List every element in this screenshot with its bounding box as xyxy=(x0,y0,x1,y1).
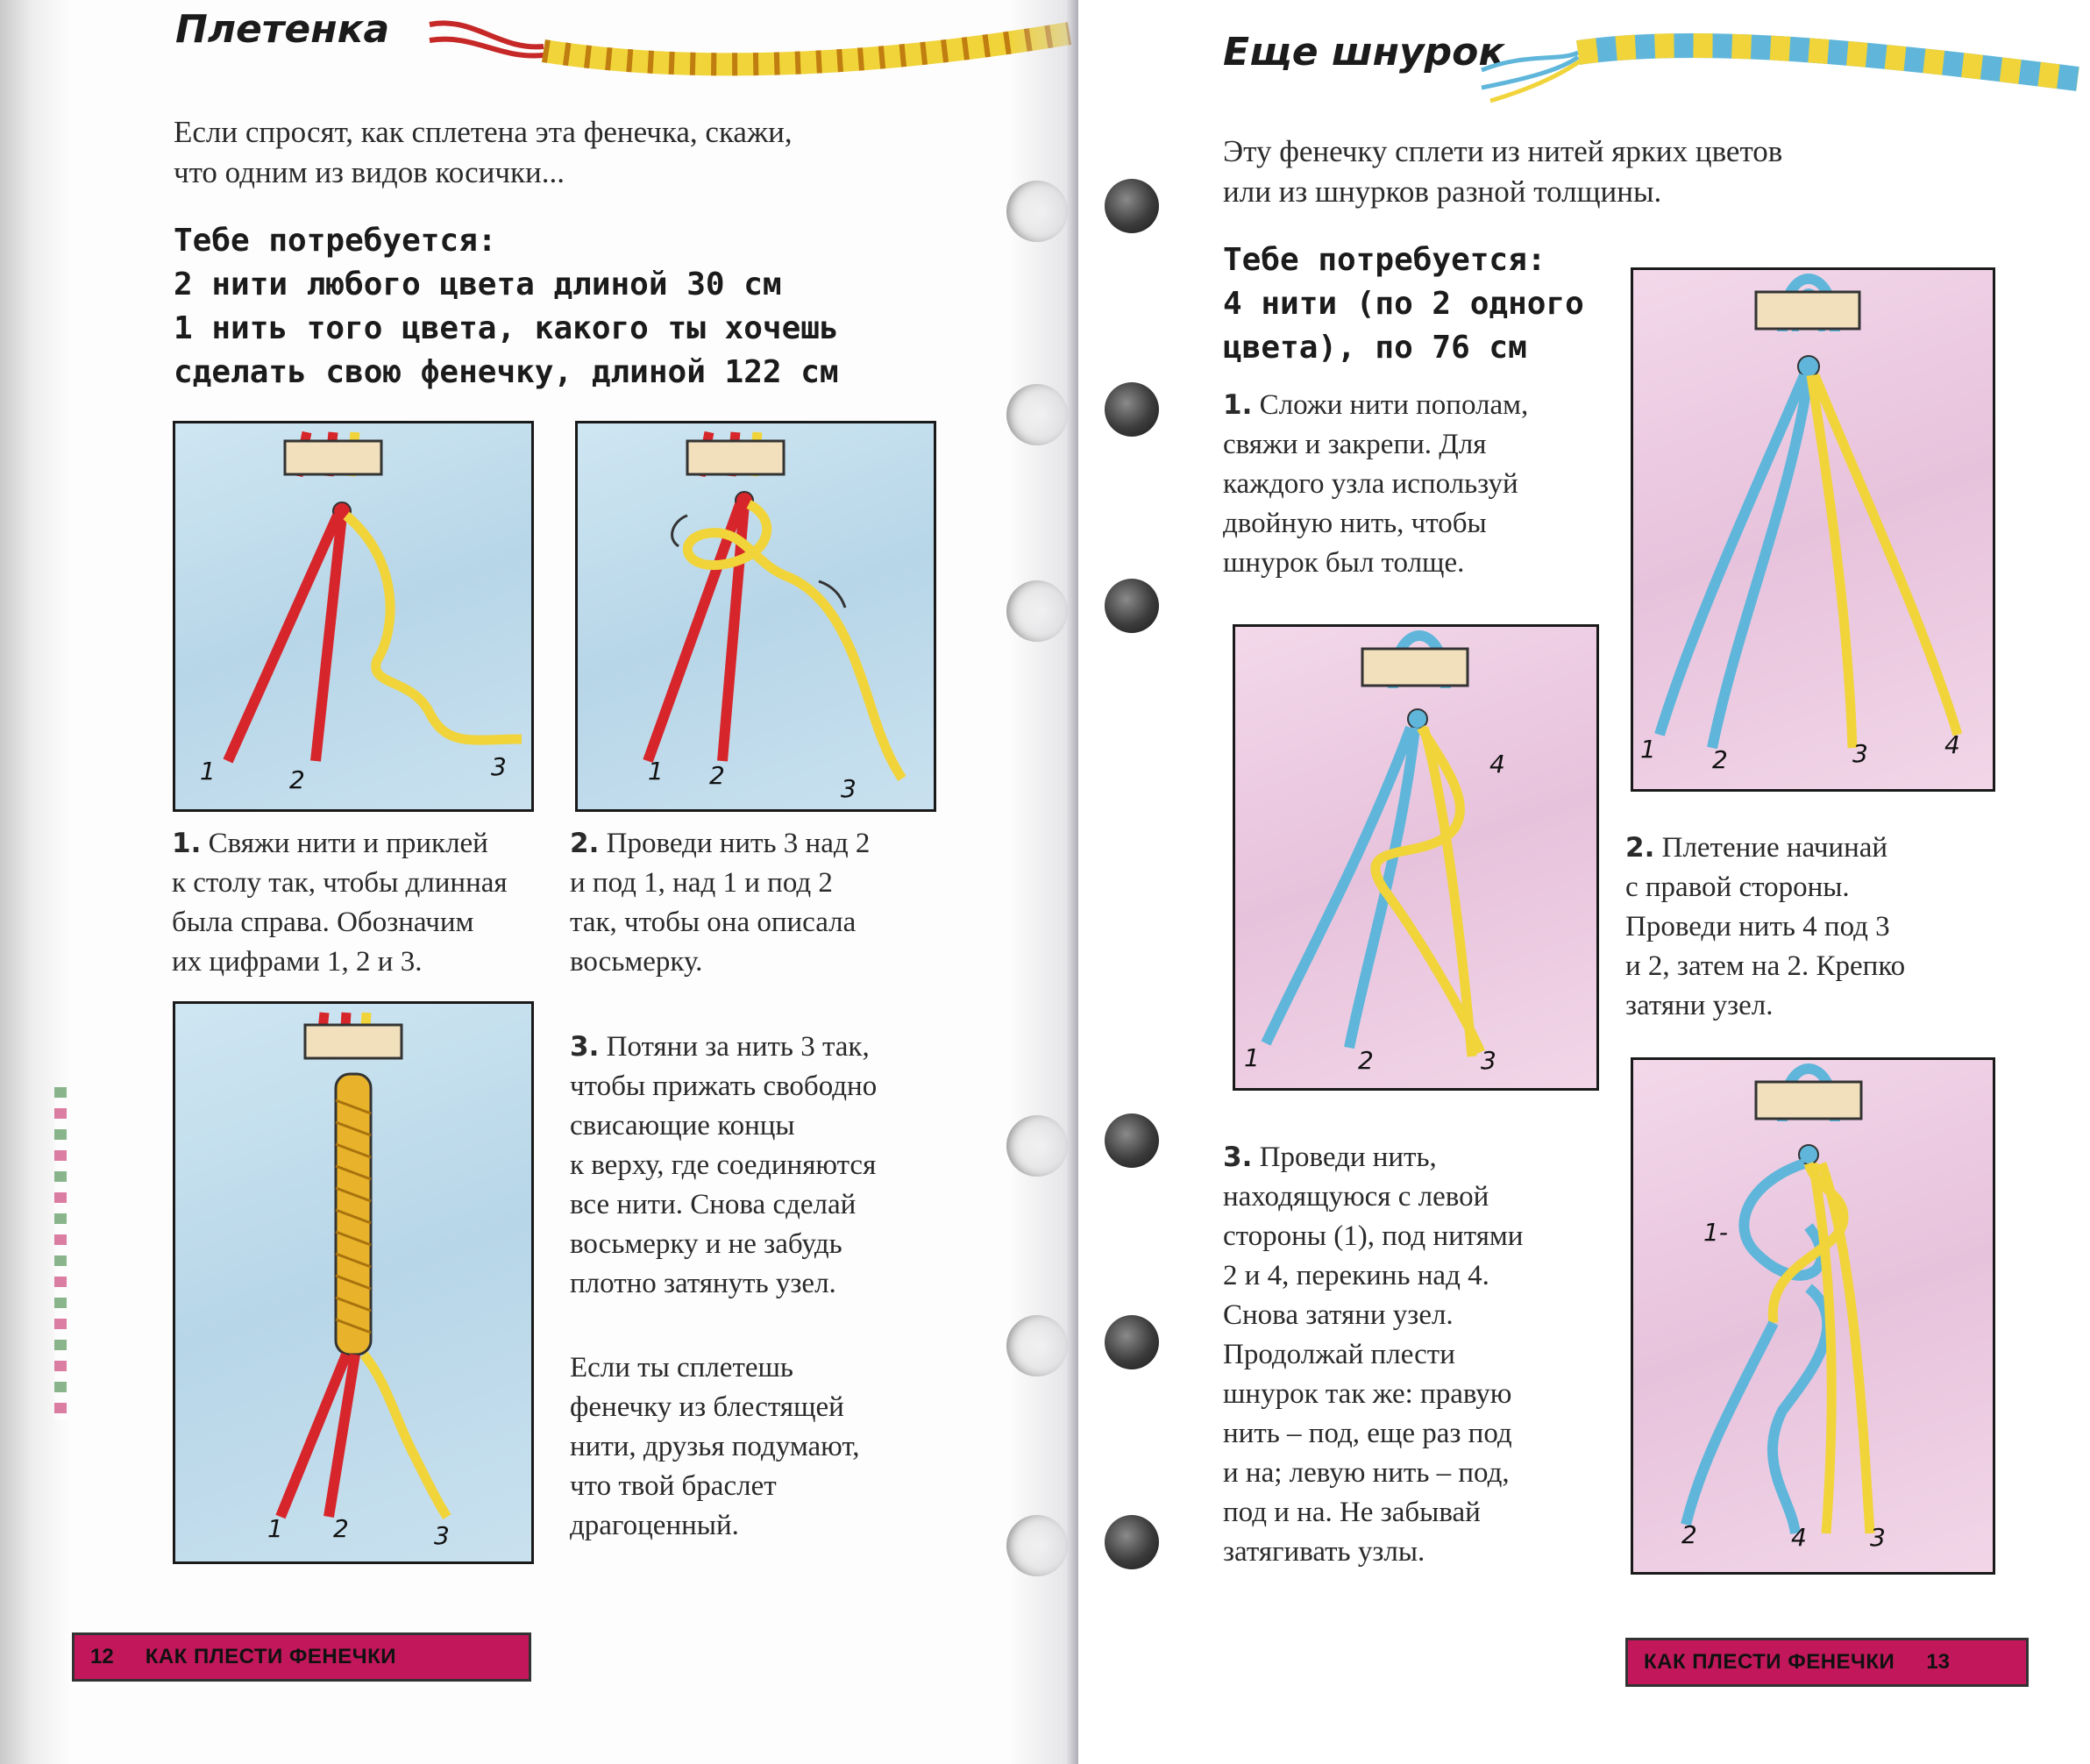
section-title: КАК ПЛЕСТИ ФЕНЕЧКИ xyxy=(1644,1650,1895,1674)
step-line: нить – под, еще раз под xyxy=(1223,1418,1512,1449)
intro-line: что одним из видов косички... xyxy=(174,155,565,189)
binder-hole xyxy=(1105,1113,1159,1168)
left-requirements xyxy=(174,219,839,395)
label-3: 3 xyxy=(434,1521,450,1550)
right-footer-bar xyxy=(1625,1638,2029,1687)
label-4: 4 xyxy=(1489,750,1505,779)
step-line: восьмерку. xyxy=(570,946,703,978)
step-line: восьмерку и не забудь xyxy=(570,1228,842,1260)
step-line: их цифрами 1, 2 и 3. xyxy=(172,946,423,978)
section-title: КАК ПЛЕСТИ ФЕНЕЧКИ xyxy=(145,1645,397,1668)
step-line: Проведи нить 4 под 3 xyxy=(1625,911,1890,942)
label-2: 2 xyxy=(1358,1046,1374,1075)
requirement-line: сделать свою фенечку, длиной 122 см xyxy=(174,354,839,390)
requirement-line: 1 нить того цвета, какого ты хочешь xyxy=(174,310,839,346)
requirement-line: 4 нити (по 2 одного xyxy=(1223,286,1584,322)
right-page xyxy=(1078,0,2090,1764)
step-number: 2. xyxy=(570,828,600,859)
intro-line: или из шнурков разной толщины. xyxy=(1223,174,1662,209)
step-line: все нити. Снова сделай xyxy=(570,1189,857,1220)
step-line: стороны (1), под нитями xyxy=(1223,1220,1524,1252)
step-line: и 2, затем на 2. Крепко xyxy=(1625,950,1906,982)
label-2: 2 xyxy=(1712,745,1728,774)
requirement-line: цвета), по 76 см xyxy=(1223,330,1527,366)
step-line: с правой стороны. xyxy=(1625,871,1850,903)
tip-line: что твой браслет xyxy=(570,1470,777,1502)
step-line: 2 и 4, перекинь над 4. xyxy=(1223,1260,1489,1291)
label-2: 2 xyxy=(709,761,725,790)
requirements-heading: Тебе потребуется: xyxy=(1223,242,1546,278)
step-line: Свяжи нити и приклей xyxy=(208,828,488,859)
left-step2-text xyxy=(570,824,956,982)
step-line: Плетение начинай xyxy=(1661,832,1888,864)
right-title: Еще шнурок xyxy=(1223,30,1505,75)
step-line: под и на. Не забывай xyxy=(1223,1497,1481,1528)
requirement-line: 2 нити любого цвета длиной 30 см xyxy=(174,267,782,302)
intro-line: Эту фенечку сплети из нитей ярких цветов xyxy=(1223,134,1783,168)
binder-hole xyxy=(1105,1315,1159,1369)
label-1: 1 xyxy=(267,1514,283,1543)
left-footer-bar xyxy=(72,1632,531,1682)
label-2: 2 xyxy=(289,765,305,794)
yellow-braid-illustration xyxy=(421,7,1078,86)
label-2: 2 xyxy=(333,1514,349,1543)
step-line: так, чтобы она описала xyxy=(570,907,857,938)
step-number: 1. xyxy=(172,828,202,859)
step-line: свисающие концы xyxy=(570,1110,795,1142)
left-intro xyxy=(174,112,793,193)
left-tip-text xyxy=(570,1348,973,1546)
binder-hole xyxy=(1105,1515,1159,1569)
label-2: 2 xyxy=(1681,1520,1697,1549)
step-number: 3. xyxy=(570,1031,600,1063)
right-step3-text xyxy=(1223,1138,1609,1572)
step-line: и на; левую нить – под, xyxy=(1223,1457,1510,1489)
label-3: 3 xyxy=(1481,1046,1496,1075)
step-line: шнурок был толще. xyxy=(1223,547,1465,579)
step-line: к столу так, чтобы длинная xyxy=(172,867,508,899)
step-line: Снова затяни узел. xyxy=(1223,1299,1454,1331)
step-line: Продолжай плести xyxy=(1223,1339,1455,1370)
right-step1-text xyxy=(1223,386,1609,583)
right-intro xyxy=(1223,132,1782,212)
right-panel-step1 xyxy=(1631,267,1995,792)
right-panel-step3 xyxy=(1631,1057,1995,1575)
step-line: затяни узел. xyxy=(1625,990,1774,1021)
left-step1-text xyxy=(172,824,558,982)
step-line: шнурок так же: правую xyxy=(1223,1378,1512,1410)
edge-marks xyxy=(54,1087,67,1420)
binder-hole xyxy=(1105,579,1159,633)
label-1: 1 xyxy=(200,757,216,786)
step-line: Проведи нить, xyxy=(1259,1142,1437,1173)
label-3: 3 xyxy=(841,774,857,803)
label-3: 3 xyxy=(1852,739,1868,768)
page-number: 12 xyxy=(90,1645,114,1668)
step-line: к верху, где соединяются xyxy=(570,1149,877,1181)
step-line: находящуюся с левой xyxy=(1223,1181,1489,1213)
step-number: 2. xyxy=(1625,832,1655,864)
step-line: Проведи нить 3 над 2 xyxy=(606,828,871,859)
step-number: 3. xyxy=(1223,1142,1253,1173)
step-line: каждого узла используй xyxy=(1223,468,1518,500)
label-3: 3 xyxy=(1870,1523,1886,1552)
left-panel-step3 xyxy=(173,1001,534,1564)
label-1-dash: 1- xyxy=(1703,1218,1728,1247)
intro-line: Если спросят, как сплетена эта фенечка, скажи, xyxy=(174,115,793,149)
tip-line: нити, друзья подумают, xyxy=(570,1431,860,1462)
right-panel-step2 xyxy=(1233,624,1599,1091)
binder-hole xyxy=(1105,179,1159,233)
left-panel-step2 xyxy=(575,421,936,812)
left-panel-step1 xyxy=(173,421,534,812)
blue-yellow-cord-illustration xyxy=(1473,0,2086,114)
label-1: 1 xyxy=(1640,735,1656,764)
step-line: свяжи и закрепи. Для xyxy=(1223,429,1487,460)
step-line: плотно затянуть узел. xyxy=(570,1268,836,1299)
tip-line: Если ты сплетешь xyxy=(570,1352,793,1383)
left-title: Плетенка xyxy=(175,7,390,52)
tip-line: драгоценный. xyxy=(570,1510,739,1541)
step-line: Сложи нити пополам, xyxy=(1259,389,1529,421)
step-line: была справа. Обозначим xyxy=(172,907,474,938)
requirements-heading: Тебе потребуется: xyxy=(174,223,497,259)
step-line: чтобы прижать свободно xyxy=(570,1070,878,1102)
right-requirements xyxy=(1223,238,1584,370)
binder-hole xyxy=(1105,382,1159,437)
right-step2-text xyxy=(1625,829,2011,1026)
step-number: 1. xyxy=(1223,389,1253,421)
step-line: и под 1, над 1 и под 2 xyxy=(570,867,833,899)
label-3: 3 xyxy=(491,752,507,781)
page-edge xyxy=(0,0,70,1764)
left-step3-text xyxy=(570,1028,973,1304)
step-line: затягивать узлы. xyxy=(1223,1536,1425,1568)
label-1: 1 xyxy=(1244,1043,1260,1072)
step-line: двойную нить, чтобы xyxy=(1223,508,1487,539)
page-number: 13 xyxy=(1926,1650,1951,1674)
label-4: 4 xyxy=(1791,1523,1807,1552)
label-1: 1 xyxy=(648,757,664,786)
step-line: Потяни за нить 3 так, xyxy=(606,1031,870,1063)
tip-line: фенечку из блестящей xyxy=(570,1391,844,1423)
label-4: 4 xyxy=(1944,730,1960,759)
